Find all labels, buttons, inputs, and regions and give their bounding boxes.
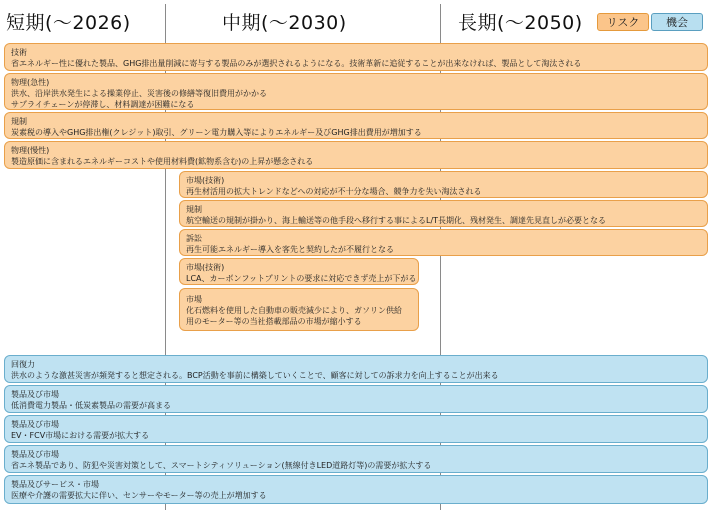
- opportunity-category: 製品及び市場: [11, 420, 59, 429]
- risk-description: 製造原価に含まれるエネルギーコストや使用材料費(鉱物系含む)の上昇が懸念される: [11, 157, 314, 166]
- risk-box-litigation: [179, 229, 708, 256]
- risk-box-market-technology: [179, 171, 708, 198]
- risk-category: 物理(急性): [11, 78, 50, 87]
- opportunity-box-resilience: [4, 355, 708, 383]
- opportunity-category: 製品及びサービス・市場: [11, 480, 99, 489]
- opportunity-category: 製品及び市場: [11, 390, 59, 399]
- opportunity-category: 製品及び市場: [11, 450, 59, 459]
- risk-category: 市場(技術): [186, 176, 225, 185]
- risk-category: 訴訟: [186, 234, 202, 243]
- opportunity-box-products-low-carbon: [4, 385, 708, 413]
- opportunity-description: EV・FCV市場における需要が拡大する: [11, 431, 150, 440]
- risk-description: 洪水、沿岸洪水発生による操業停止、災害後の修繕等復旧費用がかかる: [11, 89, 267, 98]
- column-title-long-term: 長期(～2050): [458, 12, 583, 34]
- column-title-mid-term: 中期(～2030): [222, 12, 347, 34]
- opportunity-box-products-ev-fcv: [4, 415, 708, 443]
- risk-box-regulation-air-transport: [179, 200, 708, 227]
- column-title-short-term: 短期(～2026): [6, 12, 131, 34]
- risk-box-regulation: [4, 112, 708, 139]
- legend-opportunity: 機会: [651, 13, 703, 31]
- legend-risk: リスク: [597, 13, 649, 31]
- risk-category: 物理(慢性): [11, 146, 50, 155]
- risk-category: 市場: [186, 295, 202, 304]
- opportunity-box-products-services-medical: [4, 475, 708, 504]
- risk-description: LCA、カーボンフットプリントの要求に対応できず売上が下がる: [186, 274, 417, 283]
- opportunity-description: 洪水のような激甚災害が頻発すると想定される。BCP活動を事前に構築していくことで、顧客に対しての訴求力を向上することが出来る: [11, 371, 499, 380]
- risk-box-technology: [4, 43, 708, 71]
- risk-description: 再生材活用の拡大トレンドなどへの対応が不十分な場合、競争力を失い淘汰される: [186, 187, 482, 196]
- risk-box-physical-acute: [4, 73, 708, 110]
- risk-description: 化石燃料を使用した自動車の販売減少により、ガソリン供給: [186, 306, 402, 315]
- risk-box-physical-chronic: [4, 141, 708, 169]
- risk-box-market-technology-lca: [179, 258, 419, 285]
- opportunity-description: 医療や介護の需要拡大に伴い、センサーやモーター等の売上が増加する: [11, 491, 267, 500]
- risk-box-market: [179, 288, 419, 331]
- opportunity-category: 回復力: [11, 360, 35, 369]
- risk-description: 炭素税の導入やGHG排出権(クレジット)取引、グリーン電力購入等によりエネルギー及びGHG排出費用が増加する: [11, 128, 422, 137]
- risk-category: 規制: [186, 205, 202, 214]
- risk-category: 市場(技術): [186, 263, 225, 272]
- risk-description: 省エネルギー性に優れた製品、GHG排出量削減に寄与する製品のみが選択されるようになる。技術革新に追従することが出来なければ、製品として淘汰される: [11, 59, 582, 68]
- opportunity-description: 低消費電力製品・低炭素製品の需要が高まる: [11, 401, 171, 410]
- risk-description: サプライチェーンが停滞し、材料調達が困難になる: [11, 100, 195, 109]
- risk-description: 用のモーター等の当社搭載部品の市場が縮小する: [186, 317, 362, 326]
- opportunity-box-products-smart-city: [4, 445, 708, 473]
- risk-description: 再生可能エネルギー導入を客先と契約したが不履行となる: [186, 245, 394, 254]
- risk-category: 技術: [11, 48, 27, 57]
- risk-description: 航空輸送の規制が掛かり、海上輸送等の他手段へ移行する事によるL/T長期化、残材発生、調達先見直しが必要となる: [186, 216, 607, 225]
- opportunity-description: 省エネ製品であり、防犯や災害対策として、スマートシティソリューション(無線付きLED道路灯等)の需要が拡大する: [11, 461, 432, 470]
- risk-category: 規制: [11, 117, 27, 126]
